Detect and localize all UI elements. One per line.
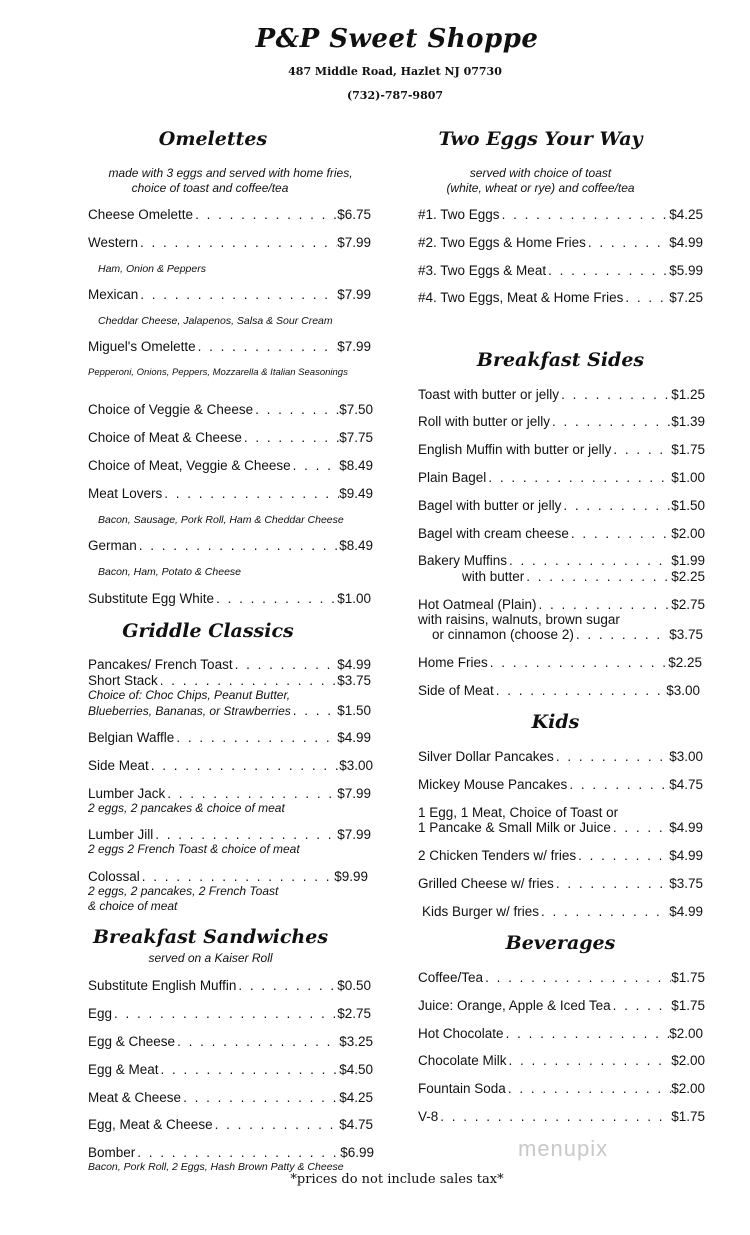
item-name: Choice of Veggie & Cheese: [88, 402, 254, 417]
item-name: Lumber Jill: [88, 827, 154, 842]
item-price: $1.75: [671, 998, 705, 1013]
item-name: Hot Oatmeal (Plain): [418, 597, 537, 612]
item-price: $3.75: [337, 673, 371, 688]
sandwiches-title: Breakfast Sandwiches: [92, 926, 329, 948]
omelettes-subtitle-2: choice of toast and coffee/tea: [131, 181, 289, 195]
item-price: $6.99: [340, 1145, 374, 1160]
item-name: Hot Chocolate: [418, 1026, 504, 1041]
item-name: Mickey Mouse Pancakes: [418, 777, 568, 792]
item-name: Juice: Orange, Apple & Iced Tea: [418, 998, 611, 1013]
menu-item: [418, 820, 703, 836]
menu-item: [88, 339, 371, 355]
item-description: Bacon, Sausage, Pork Roll, Ham & Cheddar Cheese: [98, 514, 344, 526]
item-name: Silver Dollar Pancakes: [418, 749, 554, 764]
item-name: Lumber Jack: [88, 786, 166, 801]
item-name: V-8: [418, 1109, 439, 1124]
item-price: $3.75: [669, 627, 703, 642]
item-price: $1.00: [337, 591, 371, 606]
menu-item: [88, 1117, 373, 1133]
sides-title: Breakfast Sides: [476, 349, 645, 371]
item-name: Bakery Muffins: [418, 553, 508, 568]
item-price: $2.25: [668, 655, 702, 670]
menu-item: [88, 458, 373, 474]
item-name: Bagel with butter or jelly: [418, 498, 562, 513]
item-description: Pepperoni, Onions, Peppers, Mozzarella & Italian Seasonings: [88, 367, 348, 378]
menu-item: [418, 526, 705, 542]
menu-item: [88, 1145, 374, 1161]
menu-item: [418, 207, 703, 223]
two-eggs-subtitle-2: (white, wheat or rye) and coffee/tea: [446, 181, 635, 195]
item-price: $3.00: [339, 758, 373, 773]
menu-item: [88, 235, 371, 251]
item-name: Fountain Soda: [418, 1081, 506, 1096]
item-name: English Muffin with butter or jelly: [418, 442, 612, 457]
item-description: 2 eggs, 2 pancakes & choice of meat: [88, 801, 285, 815]
restaurant-phone: (732)-787-9807: [346, 89, 444, 102]
item-description: Cheddar Cheese, Jalapenos, Salsa & Sour Cream: [98, 315, 333, 327]
menu-item: [88, 758, 373, 774]
item-price: $1.39: [671, 414, 705, 429]
menu-item: [462, 569, 705, 585]
item-price: $2.75: [337, 1006, 371, 1021]
menu-item: [418, 498, 705, 514]
item-price: $1.50: [337, 703, 371, 718]
item-name: German: [88, 538, 137, 553]
menu-item: [88, 207, 371, 223]
item-name: with butter: [462, 569, 525, 584]
menu-item: [418, 749, 703, 765]
item-price: $4.99: [337, 657, 371, 672]
item-price: $2.00: [671, 526, 705, 541]
restaurant-address: 487 Middle Road, Hazlet NJ 07730: [288, 65, 502, 78]
item-price: $3.75: [669, 876, 703, 891]
item-name: Pancakes/ French Toast: [88, 657, 233, 672]
topping-choices: Choice of: Choc Chips, Peanut Butter,: [88, 688, 291, 702]
item-name: Egg & Cheese: [88, 1034, 176, 1049]
menu-item: [418, 470, 705, 486]
item-description: Bacon, Pork Roll, 2 Eggs, Hash Brown Patty & Cheese: [88, 1161, 344, 1173]
item-price: $3.00: [666, 683, 700, 698]
item-name: Home Fries: [418, 655, 488, 670]
item-name: Belgian Waffle: [88, 730, 175, 745]
menu-item: [418, 387, 705, 403]
item-description: Bacon, Ham, Potato & Cheese: [98, 566, 241, 578]
menu-item: [88, 1006, 371, 1022]
item-price: $1.75: [671, 442, 705, 457]
kids-title: Kids: [531, 711, 580, 733]
item-price: $3.00: [669, 749, 703, 764]
menu-item: [418, 683, 700, 699]
menu-item: [88, 703, 371, 719]
beverages-title: Beverages: [505, 932, 616, 954]
item-name: Choice of Meat & Cheese: [88, 430, 242, 445]
item-price: $7.99: [337, 287, 371, 302]
item-name: Bagel with cream cheese: [418, 526, 569, 541]
item-price: $2.75: [671, 597, 705, 612]
menu-item: [418, 235, 703, 251]
kids-combo-line: 1 Egg, 1 Meat, Choice of Toast or: [418, 805, 619, 820]
menu-item: [88, 1062, 373, 1078]
two-eggs-title: Two Eggs Your Way: [438, 128, 643, 150]
item-price: $4.75: [669, 777, 703, 792]
item-name: Plain Bagel: [418, 470, 487, 485]
menu-item: [418, 876, 703, 892]
two-eggs-subtitle-1: served with choice of toast: [469, 166, 612, 180]
item-price: $0.50: [337, 978, 371, 993]
menu-item: [418, 1109, 705, 1125]
item-price: $4.99: [337, 730, 371, 745]
item-name: Toast with butter or jelly: [418, 387, 560, 402]
item-name: #1. Two Eggs: [418, 207, 500, 222]
tax-note: *prices do not include sales tax*: [290, 1172, 504, 1187]
griddle-title: Griddle Classics: [122, 620, 294, 642]
item-name: Side Meat: [88, 758, 149, 773]
item-name: #3. Two Eggs & Meat: [418, 263, 547, 278]
item-name: Miguel's Omelette: [88, 339, 196, 354]
oatmeal-toppings: with raisins, walnuts, brown sugar: [418, 612, 620, 627]
menu-item: [88, 486, 373, 502]
item-name: #4. Two Eggs, Meat & Home Fries: [418, 290, 624, 305]
item-price: $2.00: [669, 1026, 703, 1041]
watermark: menupix: [518, 1136, 609, 1161]
menu-item: [418, 442, 705, 458]
menu-item: [418, 290, 703, 306]
menu-item: [418, 1081, 705, 1097]
menu-item: [418, 1053, 705, 1069]
menu-item: [418, 655, 702, 671]
item-price: $1.99: [671, 553, 705, 568]
item-price: $7.99: [337, 339, 371, 354]
menu-item: [88, 287, 371, 303]
menu-item: [88, 786, 371, 802]
menu-item: [418, 553, 705, 569]
item-name: Grilled Cheese w/ fries: [418, 876, 554, 891]
menu-item: [88, 402, 373, 418]
item-name: Kids Burger w/ fries: [422, 904, 540, 919]
item-price: $8.49: [339, 458, 373, 473]
item-price: $7.50: [339, 402, 373, 417]
item-name: Egg & Meat: [88, 1062, 159, 1077]
item-price: $1.00: [671, 470, 705, 485]
item-name: or cinnamon (choose 2): [432, 627, 574, 642]
item-name: Mexican: [88, 287, 139, 302]
item-description: 2 eggs, 2 pancakes, 2 French Toast: [88, 884, 279, 898]
item-price: $7.99: [337, 827, 371, 842]
item-price: $4.50: [339, 1062, 373, 1077]
item-name: Substitute Egg White: [88, 591, 215, 606]
item-price: $9.49: [339, 486, 373, 501]
menu-item: [418, 597, 705, 613]
menu-item: [418, 777, 703, 793]
omelettes-subtitle-1: made with 3 eggs and served with home fries,: [108, 166, 353, 180]
item-price: $4.99: [669, 848, 703, 863]
item-name: Egg: [88, 1006, 113, 1021]
menu-item: [88, 538, 373, 554]
item-name: Short Stack: [88, 673, 158, 688]
item-price: $7.99: [337, 235, 371, 250]
item-price: $1.50: [671, 498, 705, 513]
menu-item: [418, 263, 703, 279]
menu-item: [88, 827, 371, 843]
item-price: $4.99: [669, 904, 703, 919]
item-price: $4.25: [339, 1090, 373, 1105]
item-name: Choice of Meat, Veggie & Cheese: [88, 458, 291, 473]
item-price: $4.25: [669, 207, 703, 222]
menu-item: [88, 869, 368, 885]
menu-item: [88, 591, 371, 607]
item-name: Cheese Omelette: [88, 207, 194, 222]
item-price: $3.25: [339, 1034, 373, 1049]
item-price: $2.00: [671, 1053, 705, 1068]
item-price: $4.99: [669, 820, 703, 835]
item-name: 2 Chicken Tenders w/ fries: [418, 848, 577, 863]
menu-item: [88, 1090, 373, 1106]
item-name: Western: [88, 235, 139, 250]
menu-item: [418, 970, 705, 986]
item-name: Bomber: [88, 1145, 136, 1160]
item-name: Egg, Meat & Cheese: [88, 1117, 213, 1132]
item-name: Meat & Cheese: [88, 1090, 182, 1105]
sandwiches-subtitle: served on a Kaiser Roll: [148, 951, 273, 965]
menu-item: [418, 1026, 703, 1042]
menu-item: [422, 904, 703, 920]
item-name: #2. Two Eggs & Home Fries: [418, 235, 586, 250]
item-price: $6.75: [337, 207, 371, 222]
item-name: Colossal: [88, 869, 140, 884]
menu-item: [88, 730, 371, 746]
item-name: Substitute English Muffin: [88, 978, 237, 993]
item-price: $1.25: [671, 387, 705, 402]
item-price: $7.75: [339, 430, 373, 445]
menu-item: [418, 998, 705, 1014]
item-price: $4.75: [339, 1117, 373, 1132]
item-description: Ham, Onion & Peppers: [98, 263, 206, 275]
item-name: Roll with butter or jelly: [418, 414, 551, 429]
item-price: $1.75: [671, 970, 705, 985]
item-name: 1 Pancake & Small Milk or Juice: [418, 820, 611, 835]
item-price: $4.99: [669, 235, 703, 250]
menu-item: [88, 430, 373, 446]
menu-item: [88, 673, 371, 689]
item-price: $1.75: [671, 1109, 705, 1124]
item-price: $2.00: [671, 1081, 705, 1096]
item-name: Chocolate Milk: [418, 1053, 507, 1068]
item-name: Meat Lovers: [88, 486, 163, 501]
item-name: Coffee/Tea: [418, 970, 484, 985]
item-price: $2.25: [671, 569, 705, 584]
restaurant-title: P&P Sweet Shoppe: [255, 24, 539, 54]
item-description: 2 eggs 2 French Toast & choice of meat: [88, 842, 300, 856]
item-price: $5.99: [669, 263, 703, 278]
item-name: Blueberries, Bananas, or Strawberries: [88, 704, 291, 718]
item-price: $7.25: [669, 290, 703, 305]
menu-item: [418, 414, 705, 430]
item-price: $7.99: [337, 786, 371, 801]
omelettes-title: Omelettes: [158, 128, 268, 150]
item-description: & choice of meat: [88, 899, 178, 913]
menu-item: [432, 627, 703, 643]
menu-item: [88, 1034, 373, 1050]
item-name: Side of Meat: [418, 683, 494, 698]
menu-item: [418, 848, 703, 864]
menu-item: [88, 978, 371, 994]
item-price: $9.99: [334, 869, 368, 884]
menu-item: [88, 657, 371, 673]
item-price: $8.49: [339, 538, 373, 553]
